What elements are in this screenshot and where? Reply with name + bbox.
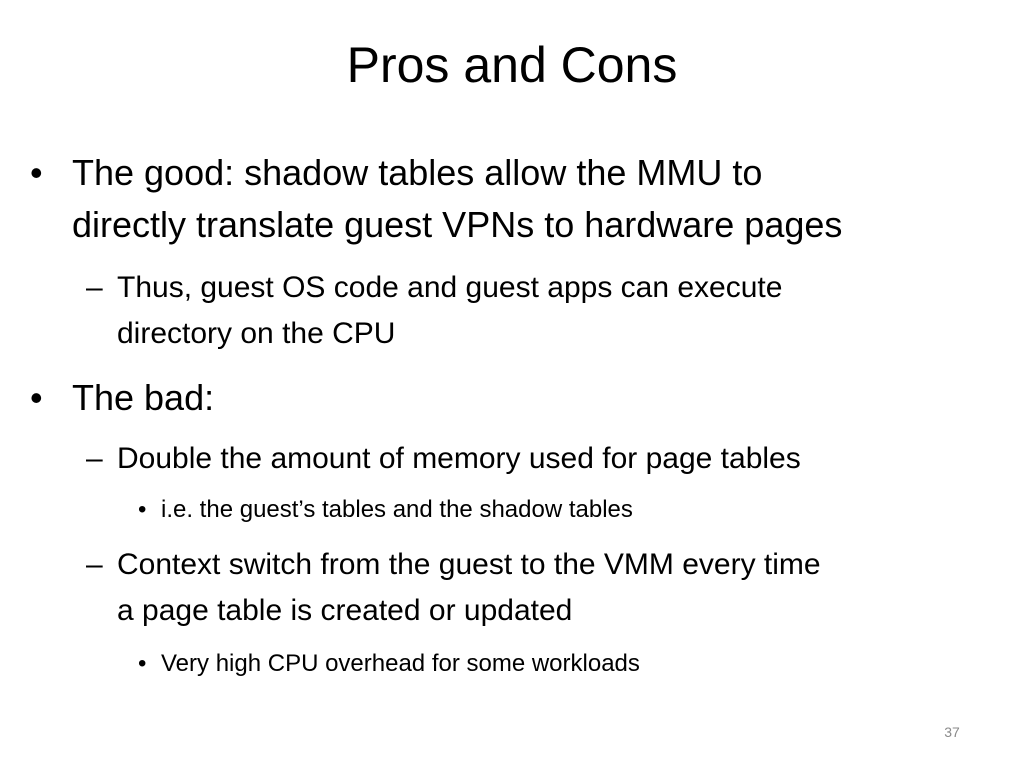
sub-bullet-thus [86, 265, 986, 357]
dash-marker: – [86, 271, 103, 304]
dash-marker: – [86, 442, 103, 475]
bullet-good-line1: The good: shadow tables allow the MMU to [72, 152, 763, 193]
sub-bullet-thus-line1: Thus, guest OS code and guest apps can execute [117, 271, 783, 304]
bullet-good-line2: directly translate guest VPNs to hardware pages [72, 204, 843, 245]
sub-bullet-context-line2: a page table is created or updated [117, 594, 573, 627]
subsub-bullet-tables [138, 493, 938, 527]
bullet-marker: • [138, 496, 147, 523]
subsub-bullet-overhead [138, 647, 938, 681]
bullet-good [30, 147, 990, 251]
bullet-bad [30, 372, 990, 424]
sub-bullet-context-line1: Context switch from the guest to the VMM every time [117, 548, 821, 581]
subsub-bullet-tables-text: i.e. the guest’s tables and the shadow tables [161, 496, 633, 523]
page-number: 37 [944, 724, 960, 740]
sub-bullet-double-line1: Double the amount of memory used for page tables [117, 442, 801, 475]
bullet-marker: • [138, 650, 147, 677]
bullet-marker: • [30, 377, 43, 418]
sub-bullet-context [86, 542, 1006, 634]
bullet-bad-line1: The bad: [72, 377, 215, 418]
sub-bullet-thus-line2: directory on the CPU [117, 317, 396, 350]
sub-bullet-double [86, 436, 986, 482]
bullet-marker: • [30, 152, 43, 193]
dash-marker: – [86, 548, 103, 581]
subsub-bullet-overhead-text: Very high CPU overhead for some workloads [161, 650, 640, 677]
slide-title: Pros and Cons [346, 37, 678, 93]
